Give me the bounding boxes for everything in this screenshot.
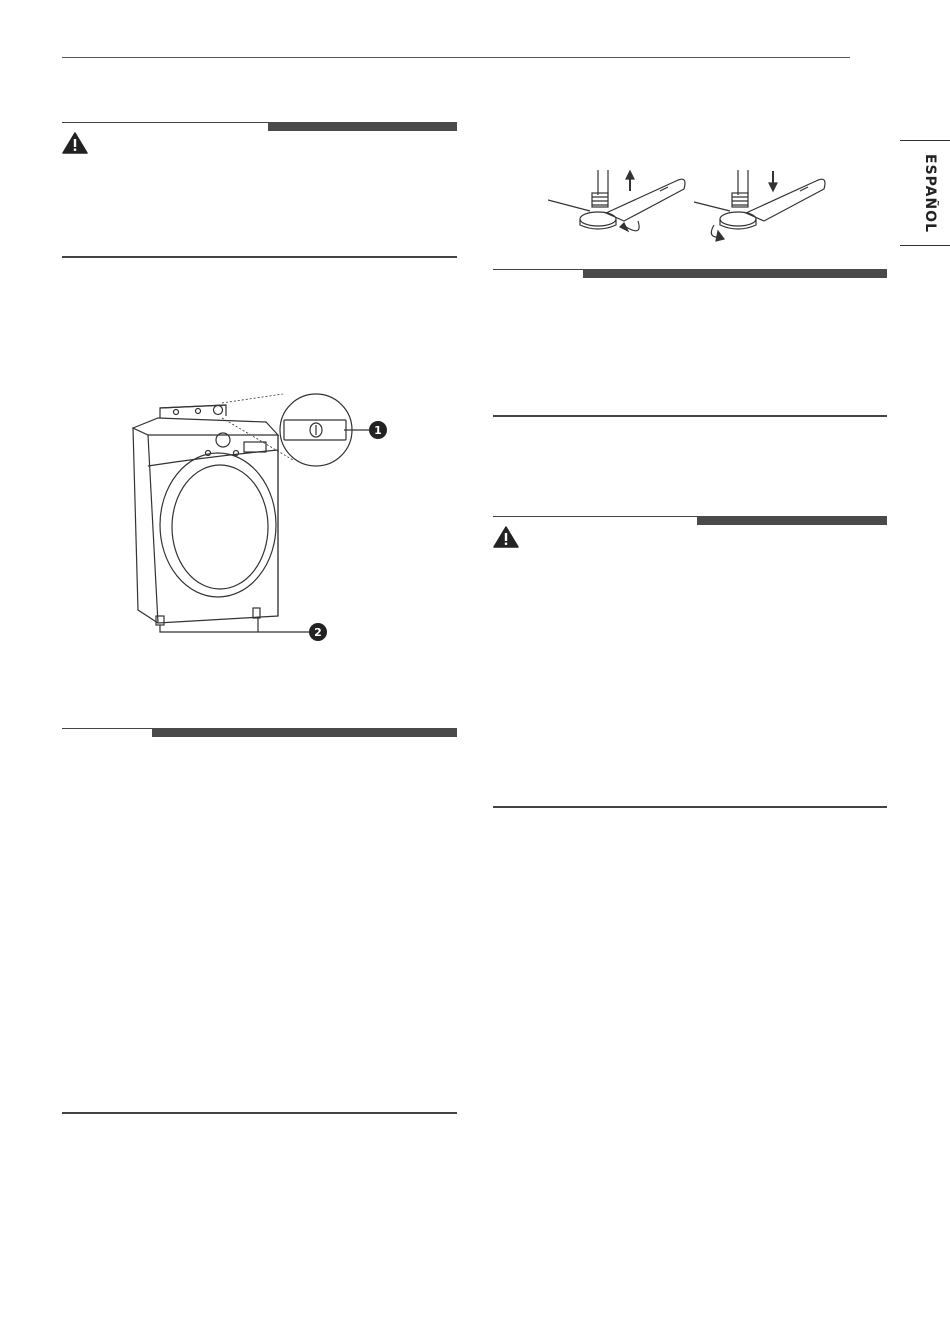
- dryer-illustration: [118, 290, 398, 645]
- wrench-raise-icon: [548, 170, 685, 231]
- warning-triangle-icon: [62, 132, 88, 154]
- language-side-tab: [900, 140, 950, 246]
- warning-triangle-icon: [493, 526, 519, 548]
- language-label: ESPAÑOL: [922, 154, 938, 233]
- warning-header-bar: [268, 122, 457, 131]
- callout-2: 2: [314, 626, 322, 639]
- wrench-lower-icon: [694, 170, 825, 241]
- note-header-bar-right: [583, 269, 887, 278]
- note-header-bar: [152, 728, 457, 737]
- section-rule: [62, 1112, 457, 1114]
- section-rule: [493, 415, 887, 417]
- callout-1: 1: [374, 424, 382, 437]
- section-rule: [62, 256, 457, 258]
- leveling-feet-illustration: [548, 165, 848, 250]
- page-top-rule: [62, 57, 850, 58]
- section-rule: [493, 806, 887, 808]
- warning-header-bar-right: [697, 516, 887, 525]
